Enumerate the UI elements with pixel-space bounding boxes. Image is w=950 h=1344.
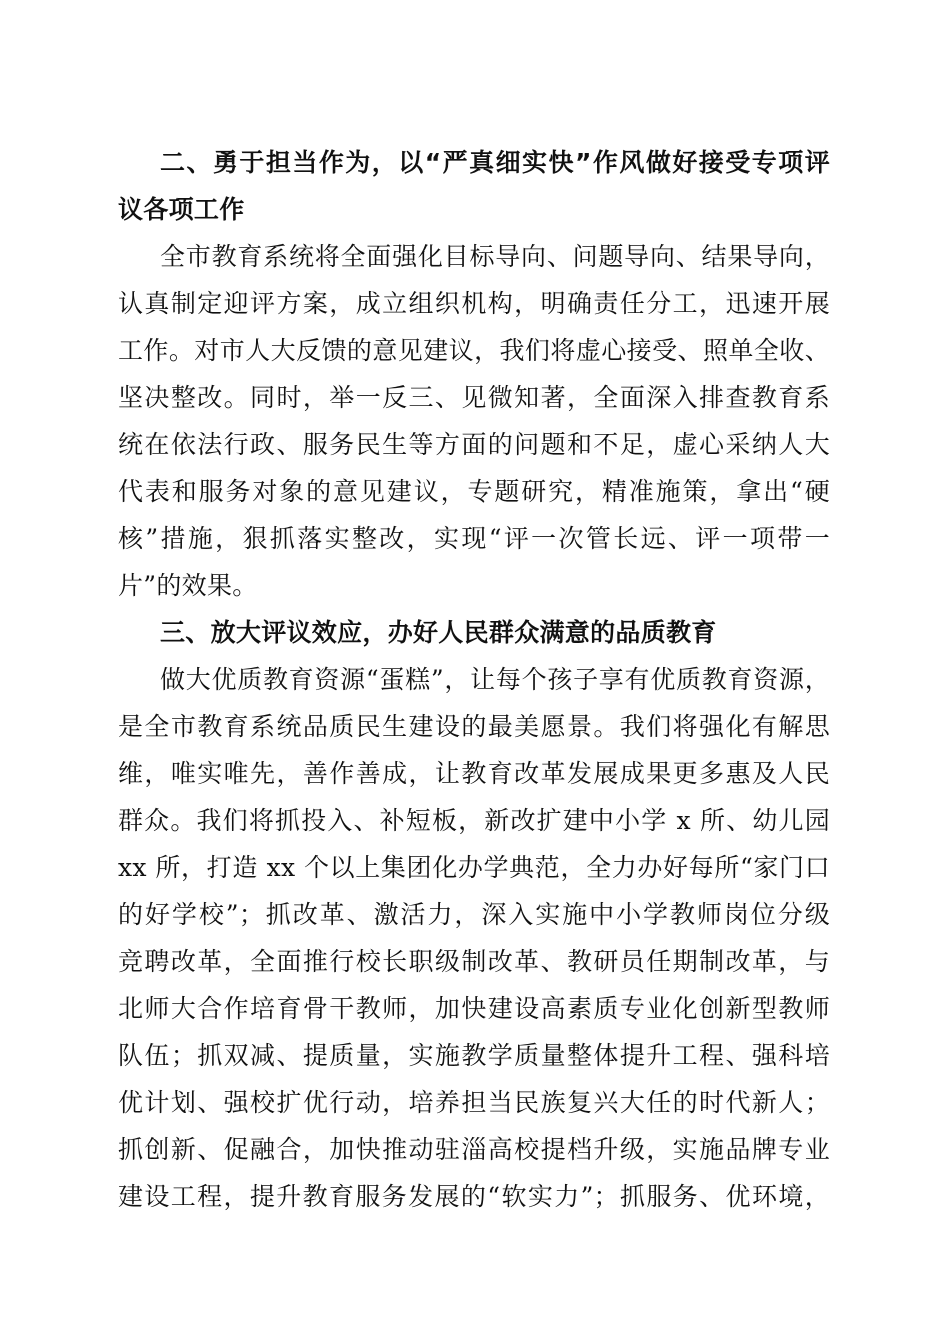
- document-body: [118, 139, 830, 1220]
- paragraph-line: 优计划、强校扩优行动，培养担当民族复兴大任的时代新人；: [118, 1088, 830, 1117]
- paragraph-line: 认真制定迎评方案，成立组织机构，明确责任分工，迅速开展: [118, 289, 830, 318]
- section-2-heading: [118, 139, 830, 233]
- paragraph-line: 群众。我们将抓投入、补短板，新改扩建中小学 x 所、幼儿园: [118, 806, 830, 835]
- paragraph-line: xx 所，打造 xx 个以上集团化办学典范，全力办好每所“家门口: [118, 853, 830, 882]
- section-3-paragraph: [118, 656, 830, 1220]
- paragraph-line: 竞聘改革，全面推行校长职级制改革、教研员任期制改革，与: [118, 947, 830, 976]
- paragraph-line: 核”措施，狠抓落实整改，实现“评一次管长远、评一项带一: [118, 524, 830, 553]
- paragraph-line: 全市教育系统将全面强化目标导向、问题导向、结果导向，: [160, 242, 830, 271]
- paragraph-line: 代表和服务对象的意见建议，专题研究，精准施策，拿出“硬: [118, 477, 830, 506]
- paragraph-line: 统在依法行政、服务民生等方面的问题和不足，虚心采纳人大: [118, 430, 830, 459]
- heading-line: 三、放大评议效应，办好人民群众满意的品质教育: [160, 618, 717, 647]
- paragraph-line: 工作。对市人大反馈的意见建议，我们将虚心接受、照单全收、: [118, 336, 830, 365]
- heading-line: 议各项工作: [118, 195, 245, 224]
- paragraph-line: 队伍；抓双减、提质量，实施教学质量整体提升工程、强科培: [118, 1041, 830, 1070]
- paragraph-line: 的好学校”；抓改革、激活力，深入实施中小学教师岗位分级: [118, 900, 830, 929]
- paragraph-line: 坚决整改。同时，举一反三、见微知著，全面深入排查教育系: [118, 383, 830, 412]
- paragraph-line: 抓创新、促融合，加快推动驻淄高校提档升级，实施品牌专业: [118, 1135, 830, 1164]
- paragraph-line: 做大优质教育资源“蛋糕”，让每个孩子享有优质教育资源，: [160, 665, 830, 694]
- paragraph-line: 片”的效果。: [118, 571, 258, 600]
- paragraph-line: 建设工程，提升教育服务发展的“软实力”；抓服务、优环境，: [118, 1182, 830, 1211]
- section-3-heading: [118, 609, 830, 656]
- section-2-paragraph: [118, 233, 830, 609]
- paragraph-line: 维，唯实唯先，善作善成，让教育改革发展成果更多惠及人民: [118, 759, 830, 788]
- heading-line: 二、勇于担当作为，以“严真细实快”作风做好接受专项评: [160, 148, 830, 177]
- paragraph-line: 是全市教育系统品质民生建设的最美愿景。我们将强化有解思: [118, 712, 830, 741]
- paragraph-line: 北师大合作培育骨干教师，加快建设高素质专业化创新型教师: [118, 994, 830, 1023]
